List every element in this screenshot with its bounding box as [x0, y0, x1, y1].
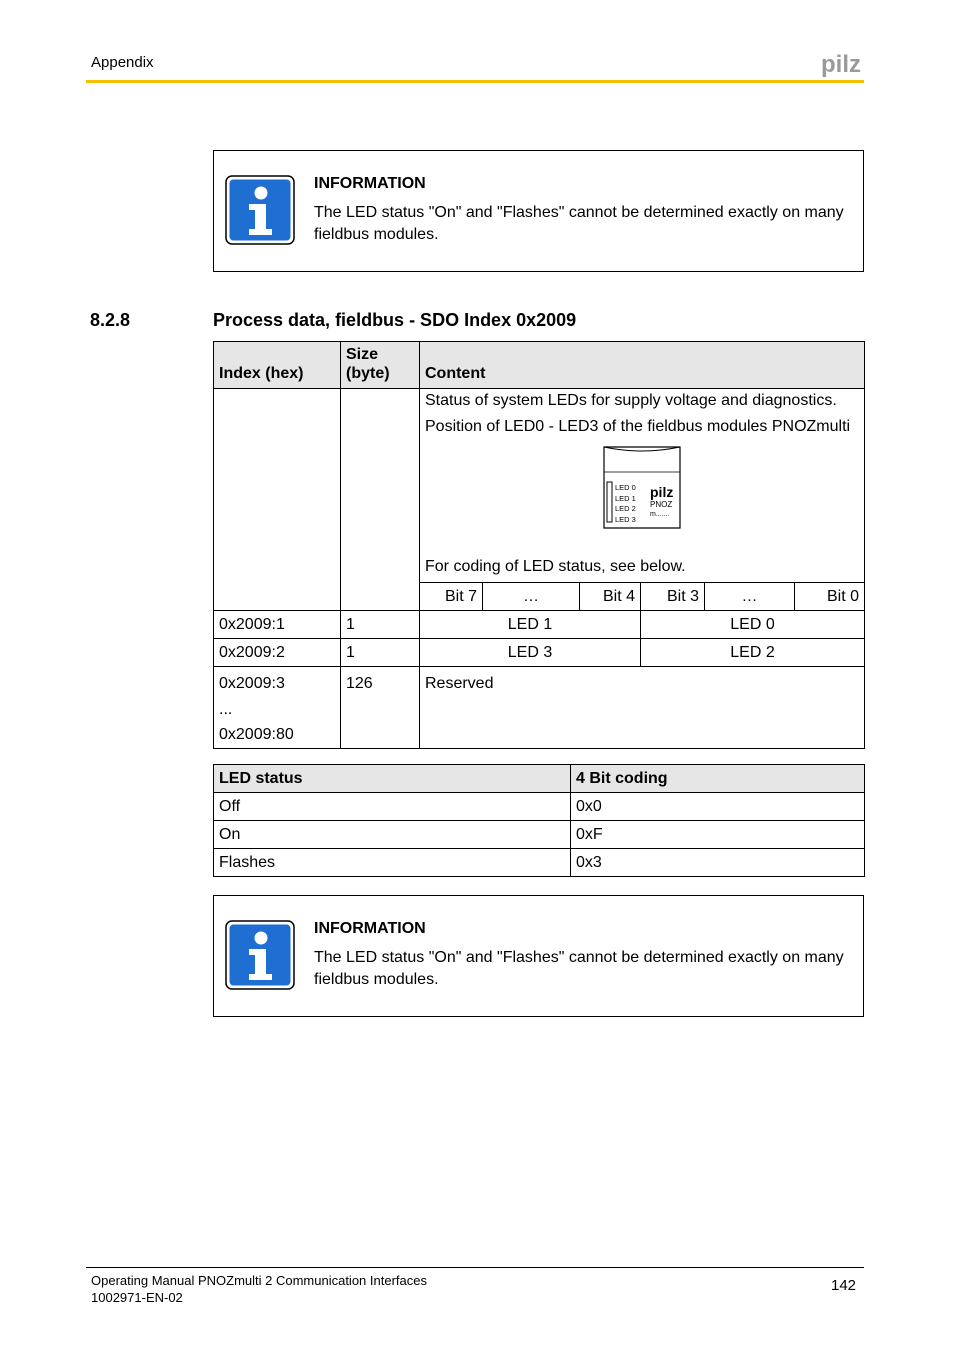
code-cell: 0x3: [571, 849, 865, 877]
information-box: [213, 895, 864, 1017]
table-row: [214, 793, 865, 821]
led-label: LED 0: [615, 483, 636, 492]
index-cell: 0x2009:2: [214, 639, 341, 667]
desc-line: Position of LED0 - LED3 of the fieldbus modules PNOZmulti: [425, 418, 851, 435]
led-label: LED 1: [615, 494, 636, 503]
led-low-cell: LED 2: [641, 639, 865, 667]
info-icon: [225, 920, 295, 990]
footer-rule: [86, 1267, 864, 1268]
footer-manual-title: Operating Manual PNOZmulti 2 Communication Interfaces: [91, 1273, 427, 1288]
table-row: [214, 849, 865, 877]
running-header: Appendix: [91, 54, 154, 71]
info-text: The LED status "On" and "Flashes" cannot be determined exactly on many fieldbus modules.: [314, 204, 844, 243]
info-icon: [225, 175, 295, 245]
led-coding-table: [213, 764, 865, 877]
page-number: 142: [831, 1277, 857, 1294]
status-cell: Flashes: [214, 849, 571, 877]
info-text: The LED status "On" and "Flashes" cannot be determined exactly on many fieldbus modules.: [314, 949, 844, 988]
content-description: [420, 389, 865, 583]
bit-label: Bit 0: [795, 583, 865, 611]
bit-label: …: [705, 583, 795, 611]
header-size: Size (byte): [341, 342, 420, 389]
device-brand: pilz: [650, 484, 674, 500]
size-cell-empty: [341, 389, 420, 611]
information-box: [213, 150, 864, 272]
svg-text:pilz: pilz: [821, 51, 861, 78]
status-cell: On: [214, 821, 571, 849]
table-row: [214, 639, 865, 667]
section-number: 8.2.8: [90, 310, 131, 330]
desc-line: Status of system LEDs for supply voltage and diagnostics.: [425, 392, 837, 409]
led-high-cell: LED 3: [420, 639, 641, 667]
table-row: [214, 611, 865, 639]
bit-label: …: [483, 583, 580, 611]
index-range-cell: 0x2009:3 ... 0x2009:80: [214, 667, 341, 749]
status-cell: Off: [214, 793, 571, 821]
header-bit-coding: 4 Bit coding: [571, 765, 865, 793]
reserved-cell: Reserved: [420, 667, 865, 749]
device-model-suffix: m.......: [650, 511, 670, 518]
info-title: INFORMATION: [314, 175, 426, 192]
led-label: LED 2: [615, 504, 636, 513]
footer-doc-number: 1002971-EN-02: [91, 1290, 183, 1305]
info-title: INFORMATION: [314, 920, 426, 937]
header-index: Index (hex): [214, 342, 341, 389]
table-row: [214, 667, 865, 749]
pilz-logo: [820, 50, 866, 78]
index-cell-empty: [214, 389, 341, 611]
table-row: [214, 821, 865, 849]
sdo-index-table: [213, 341, 865, 749]
size-cell: 1: [341, 639, 420, 667]
pnozmulti-module-diagram: [601, 444, 683, 530]
index-cell: 0x2009:1: [214, 611, 341, 639]
led-label: LED 3: [615, 515, 636, 524]
size-cell: 126: [341, 667, 420, 749]
header-led-status: LED status: [214, 765, 571, 793]
bit-label: Bit 7: [420, 583, 483, 611]
code-cell: 0x0: [571, 793, 865, 821]
code-cell: 0xF: [571, 821, 865, 849]
led-high-cell: LED 1: [420, 611, 641, 639]
device-model: PNOZ: [650, 500, 673, 509]
desc-line: For coding of LED status, see below.: [425, 558, 686, 575]
size-cell: 1: [341, 611, 420, 639]
bit-label: Bit 4: [580, 583, 641, 611]
header-content: Content: [420, 342, 865, 389]
led-low-cell: LED 0: [641, 611, 865, 639]
section-title: Process data, fieldbus - SDO Index 0x2009: [213, 310, 577, 330]
bit-label: Bit 3: [641, 583, 705, 611]
header-rule: [86, 80, 864, 83]
